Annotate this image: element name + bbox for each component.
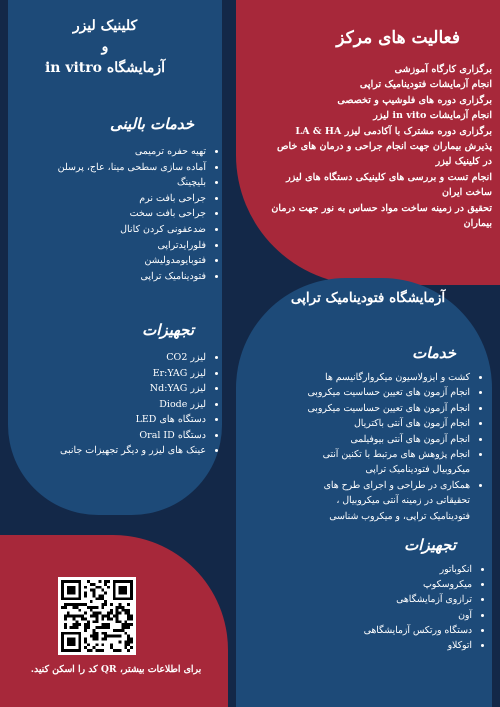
list-item: • برگزاری کارگاه آموزشی: [270, 62, 492, 77]
list-item: • کشت و ایزولاسیون میکروارگانیسم ها: [300, 370, 470, 385]
list-item: • انجام آزمایشات in vito لیزر: [270, 108, 492, 123]
list-item: • تهیه حفره ترمیمی: [20, 144, 206, 160]
clinical-services-list: [20, 144, 220, 284]
clinical-services-heading: خدمات بالینی: [110, 115, 194, 133]
list-item: • پذیرش بیماران جهت انجام جراحی و درمان های خاص در کلینیک لیزر: [270, 139, 492, 170]
list-item: • دستگاه ورتکس آزمایشگاهی: [360, 623, 472, 638]
pdt-equipment-heading: تجهیزات: [404, 536, 456, 554]
list-item: • لیزر Nd:YAG: [20, 381, 206, 397]
list-item: • لیزر Diode: [20, 397, 206, 413]
list-item: • دستگاه Oral ID: [20, 428, 206, 444]
list-item: • همکاری در طراحی و اجرای طرح های تحقیقاتی در زمینه آنتی میکروبیال ، فتودینامیک تراپی، و میکروب شناسی: [300, 478, 470, 524]
list-item: • انجام آزمایشات فتودینامیک تراپی: [270, 77, 492, 92]
list-item: • عینک های لیزر و دیگر تجهیزات جانبی: [20, 443, 206, 459]
list-item: • برگزاری دوره مشترک با آکادمی لیزر LA & HA: [270, 124, 492, 139]
list-item: • دستگاه های LED: [20, 412, 206, 428]
list-item: • فلورایدتراپی: [20, 238, 206, 254]
list-item: • انکوباتور: [360, 562, 472, 577]
list-item: • بلیچینگ: [20, 175, 206, 191]
clinic-title-line3: آزمایشگاه in vitro: [44, 60, 166, 76]
pdt-services-list: [300, 370, 484, 524]
clinic-title-line2: و: [101, 39, 109, 55]
activities-list: [270, 62, 500, 231]
clinic-equipment-list: [20, 350, 220, 459]
clinic-title-line1: کلینیک لیزر: [72, 18, 138, 34]
list-item: • جراحی بافت نرم: [20, 191, 206, 207]
list-item: • انجام آزمون های آنتی باکتریال: [300, 416, 470, 431]
list-item: • آون: [360, 608, 472, 623]
list-item: • انجام پژوهش های مرتبط با تکنین آنتی میکروبیال فتودینامیک تراپی: [300, 447, 470, 478]
list-item: • برگزاری دوره های فلوشیپ و تخصصی: [270, 93, 492, 108]
list-item: • ضدعفونی کردن کانال: [20, 222, 206, 238]
clinic-title: [20, 16, 190, 79]
list-item: • انجام آزمون های تعیین حساسیت میکروبی: [300, 401, 470, 416]
qr-caption: برای اطلاعات بیشتر، QR کد را اسکن کنید.: [30, 664, 202, 675]
list-item: • انجام آزمون های آنتی بیوفیلمی: [300, 432, 470, 447]
list-item: • لیزر Er:YAG: [20, 366, 206, 382]
list-item: • میکروسکوپ: [360, 577, 472, 592]
qr-code[interactable]: [58, 577, 136, 655]
list-item: • انجام تست و بررسی های کلینیکی دستگاه های لیزر ساخت ایران: [270, 170, 492, 201]
activities-heading: فعالیت های مرکز: [336, 28, 460, 48]
list-item: • تحقیق در زمینه ساخت مواد حساس به نور جهت درمان بیماران: [270, 201, 492, 232]
list-item: • آماده سازی سطحی مینا، عاج، پرسلن: [20, 160, 206, 176]
list-item: • اتوکلاو: [360, 638, 472, 653]
list-item: • فتوبایومدولیشن: [20, 253, 206, 269]
pdt-equipment-list: [360, 562, 486, 653]
clinic-equipment-heading: تجهیزات: [142, 321, 194, 339]
qr-code-icon: [61, 580, 133, 652]
list-item: • جراحی بافت سخت: [20, 206, 206, 222]
list-item: • فتودینامیک تراپی: [20, 269, 206, 285]
pdt-services-heading: خدمات: [412, 344, 456, 362]
list-item: • لیزر CO2: [20, 350, 206, 366]
list-item: • ترازوی آزمایشگاهی: [360, 592, 472, 607]
list-item: • انجام آزمون های تعیین حساسیت میکروبی: [300, 385, 470, 400]
pdt-lab-heading: آزمایشگاه فتودینامیک تراپی: [290, 290, 446, 306]
